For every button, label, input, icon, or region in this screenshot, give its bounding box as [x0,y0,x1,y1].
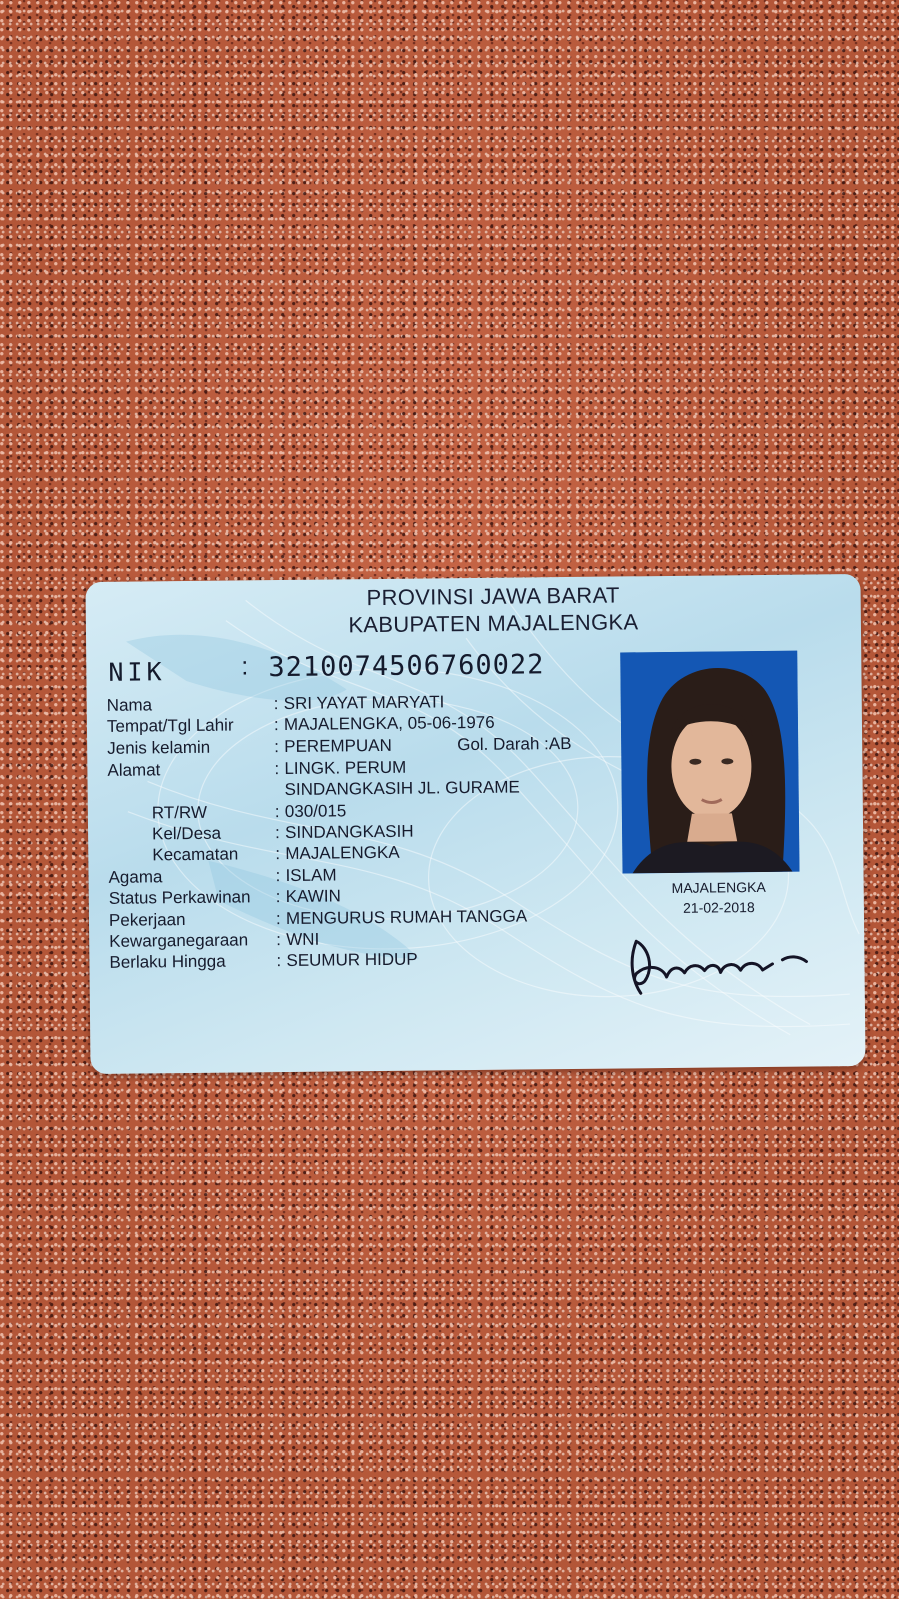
field-colon: : [275,909,281,929]
field-label: Jenis kelamin [107,737,211,758]
field-value: 030/015 [284,801,347,821]
field-label: Kel/Desa [151,823,222,844]
field-value: SINDANGKASIH [284,821,414,842]
field-colon: : [275,866,281,886]
field-label: Agama [108,867,163,887]
field-label: Kewarganegaraan [109,930,249,951]
field-value: WNI [286,929,320,949]
field-colon: : [273,715,279,735]
header-regency: KABUPATEN MAJALENGKA [348,609,639,638]
field-value: SRI YAYAT MARYATI [283,692,445,714]
field-label: Kecamatan [152,844,239,865]
field-label: Pekerjaan [108,910,186,930]
field-colon: : [273,694,279,714]
header-province: PROVINSI JAWA BARAT [366,582,620,611]
field-label: Berlaku Hingga [109,951,226,972]
field-label: Status Perkawinan [108,887,251,908]
field-label: RT/RW [151,802,208,823]
field-colon: : [275,887,281,907]
holder-photo [620,651,799,874]
signature [614,909,815,1001]
gol-darah: Gol. Darah :AB [457,733,572,755]
field-value: MAJALENGKA [285,842,400,863]
id-card [85,574,865,1074]
issue-date: 21-02-2018 [682,899,755,916]
issue-place: MAJALENGKA [671,878,766,896]
nik-label: NIK [108,657,166,687]
field-value: MENGURUS RUMAH TANGGA [285,906,528,928]
nik-value: 3210074506760022 [268,649,545,684]
field-value: ISLAM [285,865,337,885]
nik-colon: : [241,652,249,681]
field-value: SINDANGKASIH JL. GURAME [284,777,520,799]
field-label: Alamat [107,760,161,780]
field-colon: : [276,930,282,950]
field-colon: : [274,802,280,822]
field-colon: : [275,844,281,864]
field-value: KAWIN [285,886,341,906]
field-value: MAJALENGKA, 05-06-1976 [283,712,495,734]
field-label: Tempat/Tgl Lahir [106,715,234,736]
field-colon: : [274,759,280,779]
field-colon: : [276,951,282,971]
field-value: SEUMUR HIDUP [286,949,418,970]
field-value: PEREMPUAN [284,735,392,756]
field-value: LINGK. PERUM [284,757,407,778]
field-colon: : [274,823,280,843]
field-label: Nama [106,695,153,715]
field-colon: : [274,737,280,757]
